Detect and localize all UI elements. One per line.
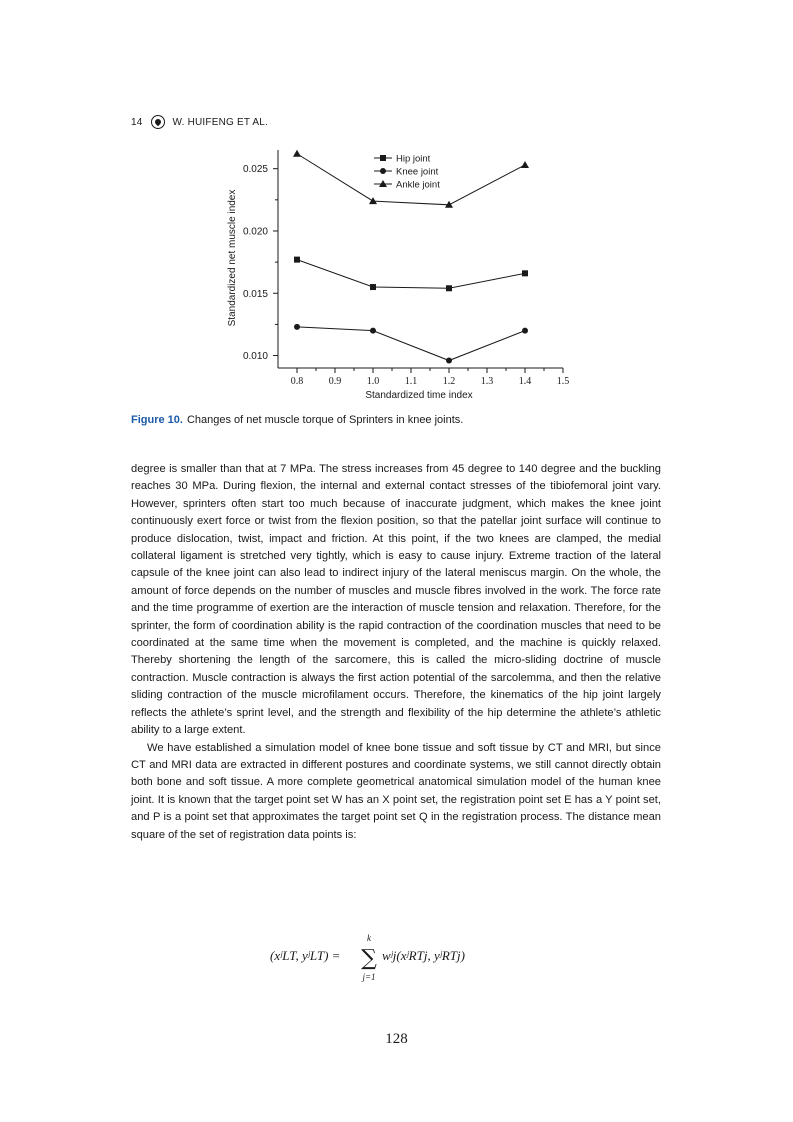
x-tick-label: 0.8 [290,376,304,387]
legend-marker [380,168,386,174]
sum-symbol: ∑ [361,946,377,971]
x-tick-label: 1.5 [556,376,570,387]
series-line [297,327,525,361]
equation-lhs: (xʲLT, yʲLT) = [270,948,341,963]
data-point [522,328,528,334]
header-authors: W. HUIFENG ET AL. [172,116,268,128]
legend-label: Ankle joint [396,179,440,191]
data-point [370,328,376,334]
paragraph: degree is smaller than that at 7 MPa. The stress increases from 45 degree to 140 degree and the buckling reaches 30 MPa. During flexion, the internal and external contact stresses of the tibiofemoral joint vary. However, sprinters often start too much because of inaccurate judgment, which makes the knee joint continuously exert force or twist from the flexion position, so that the patellar joint surface will continue to produce dislocation, twist, impact and friction. At this point, if the two knees are clamped, the medial collateral ligament is stretched very tightly, which is easy to cause injury. Extreme traction of the lateral capsule of the knee joint can also lead to indirect injury of the lateral meniscus margin. On the whole, the amount of force depends on the number of muscles and muscle fibres involved in the work. The force rate and the time programme of exertion are the interaction of muscle tension and relaxation. Therefore, for the sprinter, the form of coordination ability is the rapid contraction of the coordination muscles that need to be coordinated at the same time when the movement is completed, and the machine is quickly relaxed. Thereby shortening the length of the sarcomere, this is called the micro-sliding doctrine of muscle contraction. Muscle contraction is always the first action potential of the sarcolemma, and then the relative sliding contraction of the muscle microfilament occurs. Therefore, the kinematics of the hip joint largely reflects the athlete’s sprint level, and the strength and flexibility of the hip determine the athlete’s athletic ability to a large extent. [131,463,661,737]
equation-rhs: wʲj(xʲRTj, yʲRTj) [382,948,465,963]
data-point [294,257,300,263]
figure-label: Figure 10. [131,414,183,426]
running-header [131,115,268,129]
y-tick-label: 0.020 [242,226,268,238]
series-line [297,260,525,289]
page-number: 128 [385,1031,408,1047]
x-tick-label: 1.4 [518,376,532,387]
distance-equation [270,928,470,988]
legend-label: Knee joint [396,166,439,178]
series-knee-joint [294,324,528,364]
figure-caption [131,414,671,426]
figure-10-chart [0,140,793,410]
header-page-number: 14 [131,116,143,128]
y-tick-label: 0.010 [242,351,268,363]
legend-item [374,154,431,165]
data-point [370,284,376,290]
data-point [446,358,452,364]
sum-lower-limit: j=1 [362,972,376,982]
data-point [369,197,377,204]
x-tick-label: 0.9 [328,376,342,387]
x-tick-label: 1.0 [366,376,380,387]
series-hip-joint [294,257,528,292]
paragraph: We have established a simulation model of knee bone tissue and soft tissue by CT and MRI, but since CT and MRI data are extracted in different postures and coordinate systems, we still cannot directly obtain both bone and soft tissue. A more complete geometrical anatomical simulation model of the human knee joint. It is known that the target point set W has an X point set, the registration point set E has a Y point set, and P is a point set that approximates the target point set Q in the registration process. The distance mean square of the set of registration data points is: [131,741,661,841]
x-tick-label: 1.2 [442,376,456,387]
chart-legend [374,154,440,191]
y-axis-label: Standardized net muscle index [227,189,238,327]
data-point [293,150,301,157]
legend-label: Hip joint [396,153,431,165]
data-point [521,161,529,168]
data-point [294,324,300,330]
data-point [446,285,452,291]
legend-marker [380,155,386,161]
legend-item [374,167,439,178]
journal-logo-icon [151,115,165,129]
y-tick-label: 0.025 [242,164,268,176]
y-tick-label: 0.015 [242,288,268,300]
data-point [522,270,528,276]
legend-item [374,180,440,191]
x-tick-label: 1.3 [480,376,494,387]
x-tick-label: 1.1 [404,376,418,387]
body-text [131,461,661,844]
figure-caption-text: Changes of net muscle torque of Sprinters in knee joints. [186,414,464,426]
x-axis-label: Standardized time index [365,390,473,401]
sum-upper-limit: k [367,933,371,943]
